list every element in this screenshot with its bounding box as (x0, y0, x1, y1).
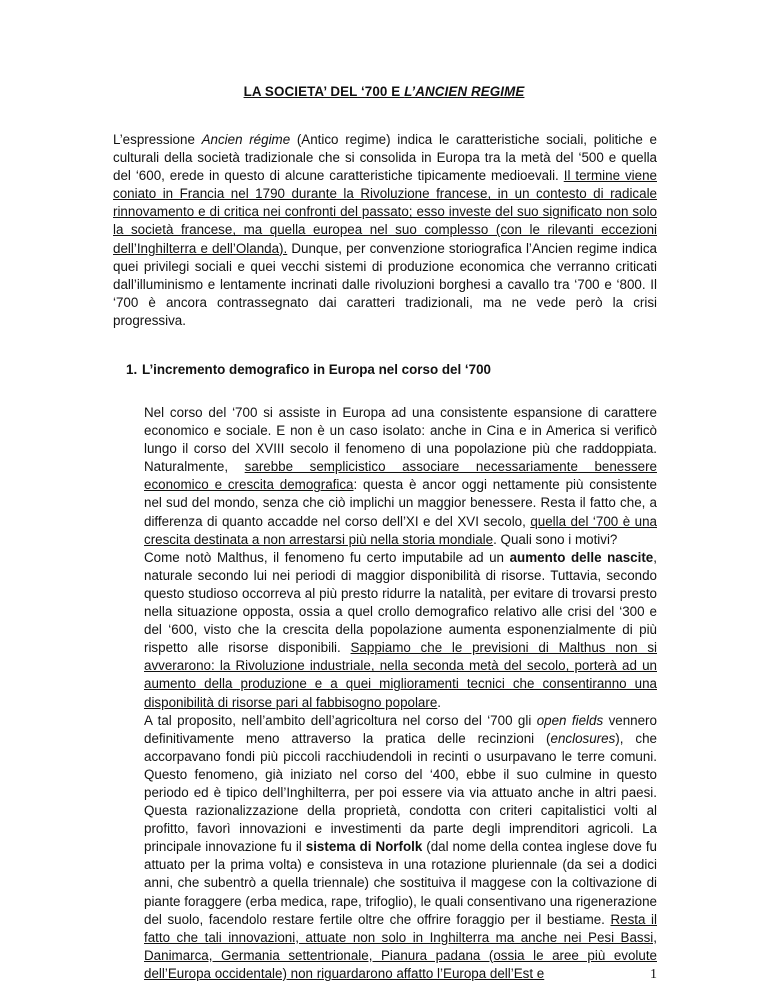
page-title (0, 84, 768, 99)
body-text: (dal nome della contea inglese dove fu attuato per la prima volta) e consisteva in una rotazione pluriennale (da sei a dodici anni, che subentrò a quella triennale) che sostituiva il maggese con la coltivazione di piante foraggere (erba medica, rape, trifoglio), le quali consentivano una rigenerazione del suolo, facendolo restare fertile oltre che offrire foraggio per il bestiame. (144, 839, 657, 927)
section-body (144, 404, 657, 983)
body-text: Come notò Malthus, il fenomeno fu certo imputabile ad un (144, 549, 510, 565)
title-italic: L’ANCIEN REGIME (404, 84, 525, 99)
intro-italic-term: Ancien régime (201, 132, 291, 147)
body-text: vennero definitivamente meno attraverso la pratica delle recinzioni ( (144, 712, 657, 746)
body-italic-text: enclosures (550, 730, 616, 746)
intro-text: Dunque, per convenzione storiografica l’Ancien regime indica quei privilegi sociali e quei vecchi sistemi di produzione economica che verranno criticati dall’illuminismo e lentamente incrinati dalle rivoluzioni borghesi a cavallo tra ‘700 e ‘800. Il ‘700 è ancora contrassegnato dai caratteri tradizionali, ma ne vede però la crisi progressiva. (113, 240, 657, 328)
intro-paragraph (113, 131, 657, 330)
body-italic-text: open fields (536, 712, 604, 728)
intro-text: (Antico regime) indica le caratteristiche sociali, politiche e culturali della società tradizionale che si consolida in Europa tra la metà del ‘500 e quella del ‘600, erede in questo di alcune caratteristiche tipicamente medioevali. (113, 132, 657, 184)
intro-underlined-text: Il termine viene coniato in Francia nel 1790 durante la Rivoluzione francese, in un contesto di radicale rinnovamento e di critica nei confronti del passato; esso investe del suo significato non solo la società francese, ma quella europea nel suo complesso (con le rilevanti eccezioni dell’Inghilterra e dell’Olanda). (113, 168, 657, 256)
section-title: L’incremento demografico in Europa nel corso del ‘700 (142, 362, 491, 377)
body-text: ), che accorpavano fondi più piccoli racchiudendoli in recinti o usurpavano le terre comuni. Questo fenomeno, già iniziato nel corso del ‘400, ebbe il suo culmine in questo periodo ed è tipico dell’Inghilterra, per poi essere via via attuato anche in altri paesi. Questa razionalizzazione della proprietà, condotta con criteri capitalistici volti al profitto, favorì innovazioni e investimenti da parte degli imprenditori agricoli. La principale innovazione fu il (144, 730, 657, 855)
body-text: . Quali sono i motivi? (493, 531, 618, 547)
body-underlined-text: sarebbe semplicistico associare necessariamente benessere economico e crescita demografica (144, 459, 657, 493)
title-main: LA SOCIETA’ DEL ‘700 E (243, 84, 405, 99)
body-bold-text: sistema di Norfolk (305, 839, 423, 855)
section-number: 1. (126, 362, 138, 377)
body-underlined-text: quella del ‘700 è una crescita destinata a non arrestarsi più nella storia mondiale (144, 513, 657, 547)
body-underlined-text: Sappiamo che le previsioni di Malthus non si avverarono: la Rivoluzione industriale, nella seconda metà del secolo, porterà ad un aumento della produzione e a quei miglioramenti tecnici che consentiranno una disponibilità di risorse pari al fabbisogno popolare (144, 640, 657, 710)
section-heading (126, 362, 686, 377)
body-text: Nel corso del ‘700 si assiste in Europa ad una consistente espansione di carattere economico e sociale. E non è un caso isolato: anche in Cina e in America si verificò lungo il corso del XVIII secolo il fenomeno di una popolazione più che raddoppiata. Naturalmente, (144, 405, 657, 475)
body-text: . (437, 694, 442, 710)
body-text: A tal proposito, nell’ambito dell’agricoltura nel corso del ‘700 gli (144, 712, 537, 728)
page-number: 1 (650, 967, 657, 982)
body-text: , naturale secondo lui nei periodi di maggior disponibilità di risorse. Tuttavia, secondo questo studioso occorreva al più presto ridurre la natalità, per evitare di trovarsi presto nella situazione opposta, ossia a quel crollo demografico relativo alle crisi del ‘300 e del ‘600, visto che la crescita della popolazione aumenta esponenzialmente di più rispetto alle risorse disponibili. (144, 549, 657, 656)
body-text: : questa è ancor oggi nettamente più consistente nel sud del mondo, senza che ciò implichi un maggior benessere. Resta il fatto che, a differenza di quanto accadde nel corso dell’XI e del XVI secolo, (144, 477, 657, 529)
body-underlined-text: Resta il fatto che tali innovazioni, attuate non solo in Inghilterra ma anche nei Pesi Bassi, Danimarca, Germania settentrionale, Pianura padana (ossia le aree più evolute dell’Europa occidentale) non riguardarono affatto l’Europa dell’Est e (144, 911, 657, 981)
intro-text: L’espressione (113, 132, 202, 147)
body-bold-text: aumento delle nascite (509, 549, 654, 565)
